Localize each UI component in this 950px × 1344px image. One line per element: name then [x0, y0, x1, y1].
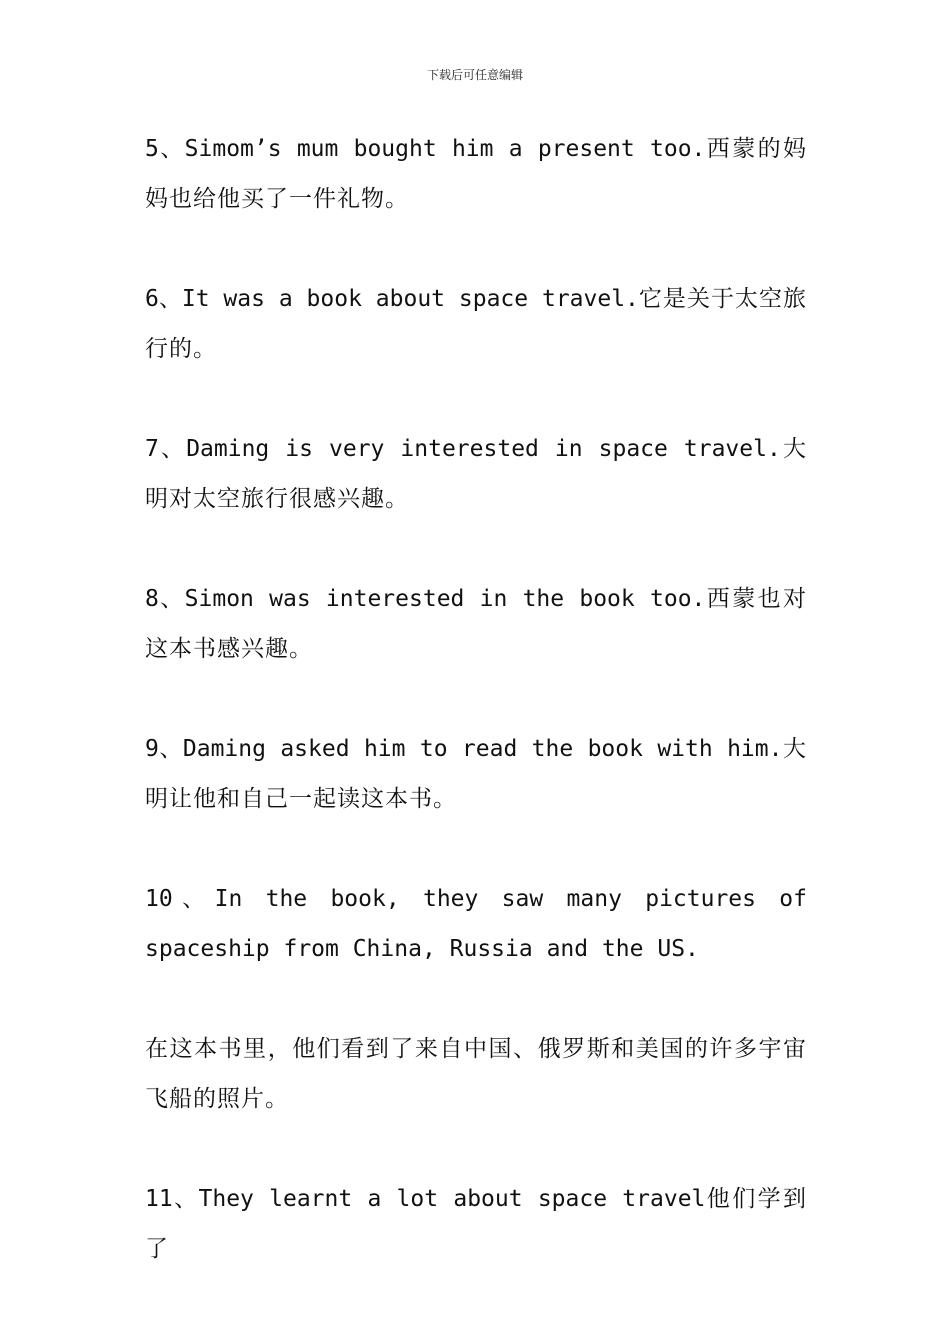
paragraph-5-english: 5、Simom’s mum bought him a present too.: [145, 136, 706, 162]
paragraph-8: [145, 574, 807, 674]
paragraph-6-chinese: 它是关于太空旅行的。: [145, 286, 807, 362]
paragraph-5-chinese: 西蒙的妈妈也给他买了一件礼物。: [145, 136, 807, 212]
paragraph-11: [145, 1174, 807, 1274]
paragraph-9: [145, 724, 807, 824]
paragraph-6: [145, 274, 807, 374]
paragraph-9-chinese: 大明让他和自己一起读这本书。: [145, 736, 808, 812]
paragraph-10-chinese: 在这本书里，他们看到了来自中国、俄罗斯和美国的许多宇宙飞船的照片。: [145, 1036, 807, 1112]
paragraph-8-chinese: 西蒙也对这本书感兴趣。: [145, 586, 807, 662]
paragraph-5: [145, 124, 807, 224]
document-body: [145, 124, 807, 1324]
page-header: 下载后可任意编辑: [426, 68, 523, 82]
paragraph-7-chinese: 大明对太空旅行很感兴趣。: [145, 436, 808, 512]
paragraph-10-english: 10、In the book, they saw many pictures of spaceship from China, Russia and the US.: [145, 886, 807, 962]
paragraph-11-chinese: 他们学到了: [145, 1186, 807, 1262]
paragraph-6-english: 6、It was a book about space travel.: [145, 286, 639, 312]
paragraph-10-translation: [145, 1024, 807, 1124]
paragraph-10: [145, 874, 807, 974]
paragraph-11-english: 11、They learnt a lot about space travel: [145, 1186, 706, 1212]
paragraph-7: [145, 424, 807, 524]
paragraph-9-english: 9、Daming asked him to read the book with him.: [145, 736, 783, 762]
paragraph-7-english: 7、Daming is very interested in space travel.: [145, 436, 781, 462]
paragraph-8-english: 8、Simon was interested in the book too.: [145, 586, 706, 612]
